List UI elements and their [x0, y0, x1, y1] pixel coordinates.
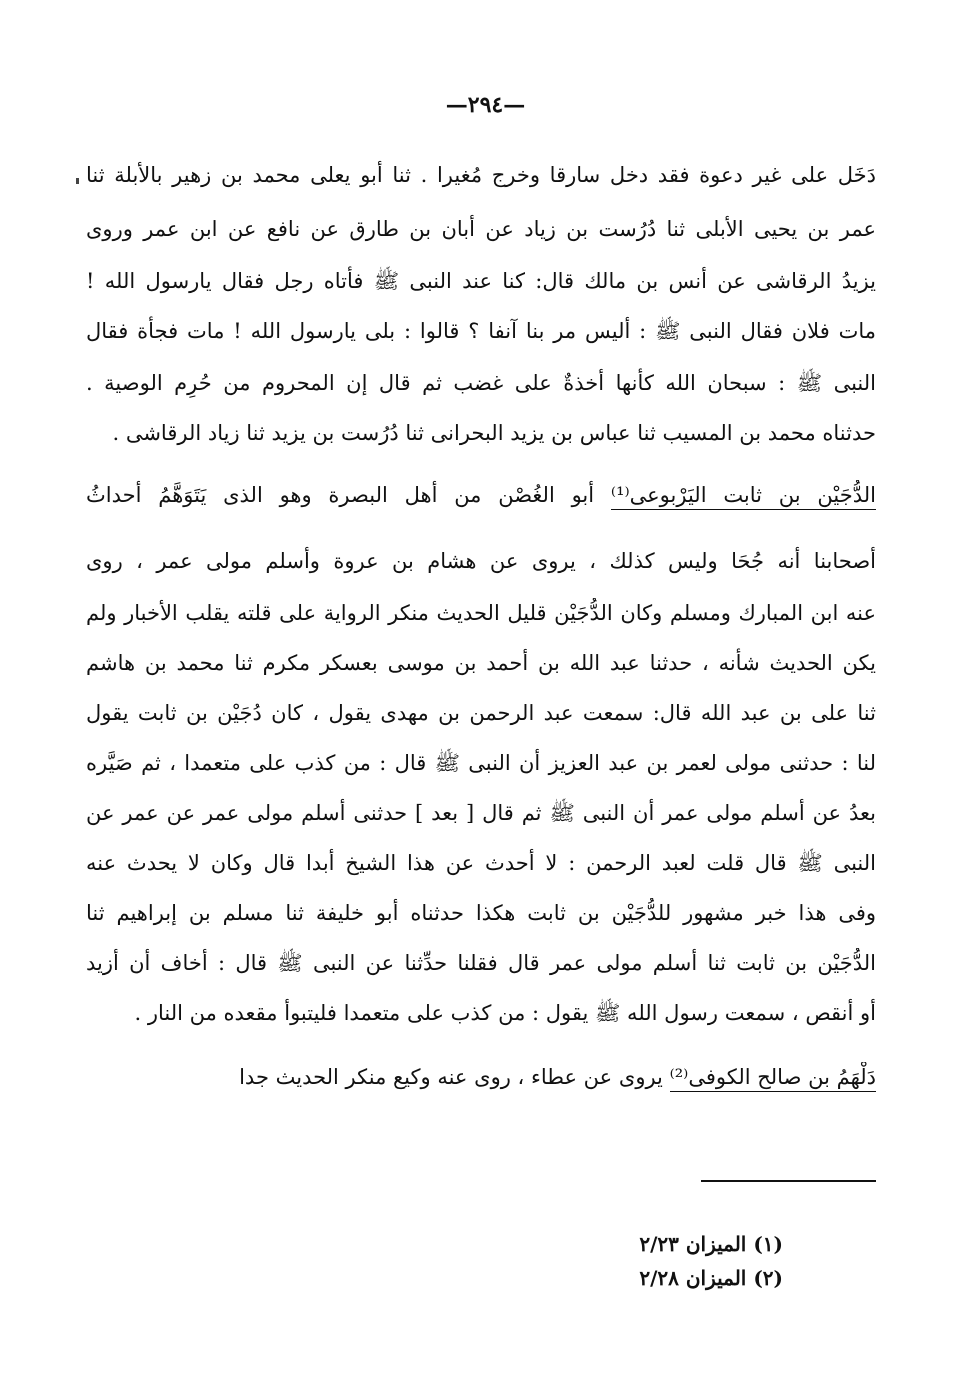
- text-line: عمر بن يحيى الأبلى ثنا دُرُست بن زياد عن أبان بن طارق عن نافع عن ابن عمر وروى: [86, 217, 876, 241]
- text-line: بعدُ عن أسلم مولى عمر أن النبى ﷺ ثم قال [ بعد ] حدثنى أسلم مولى عمر عن عمر عن: [86, 801, 876, 825]
- footnote: (٢) الميزان ٢/٢٨: [639, 1266, 783, 1290]
- text-line: دَخَل على غير دعوة فقد دخل سارقا وخرج مُغيرا . ثنا أبو يعلى محمد بن زهير بالأبلة ثنا: [86, 163, 876, 187]
- entry-text: يروى عن عطاء ، روى عنه وكيع منكر الحديث جدا: [239, 1065, 670, 1089]
- text-line: مات فلان فقال النبى ﷺ : أليس مر بنا آنفا ؟ قالوا : بلى يارسول الله ! مات فجأة فقال: [86, 319, 876, 343]
- page-number: —٢٩٤—: [445, 92, 526, 118]
- margin-mark: [76, 178, 79, 184]
- text-line: النبى ﷺ قال قلت لعبد الرحمن : لا أحدث عن هذا الشيخ أبدا قال وكان لا يحدث عنه: [86, 851, 876, 875]
- text-line: حدثناه محمد بن المسيب ثنا عباس بن يزيد البحرانى ثنا دُرُست بن يزيد ثنا زياد الرقاشى .: [112, 421, 876, 445]
- entry-line: [86, 1062, 876, 1092]
- footnote: (١) الميزان ٢/٢٣: [639, 1232, 783, 1256]
- text-line: ثنا على بن عبد الله قال: سمعت عبد الرحمن بن مهدى يقول ، كان دُجَيْن بن ثابت يقول: [86, 701, 876, 725]
- text-line: أو أنقص ، سمعت رسول الله ﷺ يقول : من كذب على متعمدا فليتبوأ مقعده من النار .: [134, 1001, 876, 1025]
- text-line: الدُّجَيْن بن ثابت ثنا أسلم مولى عمر قال فقلنا حدِّثنا عن النبى ﷺ قال : أخاف أن أزيد: [86, 951, 876, 975]
- text-line: لنا : حدثنى مولى لعمر بن عبد العزيز أن النبى ﷺ قال : من كذب على متعمدا ، ثم صَيَّره: [86, 751, 876, 775]
- text-line: النبى ﷺ : سبحان الله كأنها أخذةٌ على غضب ثم قال إن المحروم من حُرِم الوصية .: [86, 371, 876, 395]
- text-line: وفى هذا خبر مشهور للدُّجَيْن بن ثابت هكذا حدثناه أبو خليفة ثنا مسلم بن إبراهيم ثنا: [86, 901, 876, 925]
- text-line: يزيدُ الرقاشى عن أنس بن مالك قال: كنا عند النبى ﷺ فأتاه رجل فقال يارسول الله !: [86, 269, 876, 293]
- entry-heading: دَلْهَمُ بن صالح الكوفى⁽²⁾: [670, 1065, 876, 1092]
- text-line: يكن الحديث شأنه ، حدثنا عبد الله بن أحمد بن موسى بعسكر مكرم ثنا محمد بن هاشم: [86, 651, 876, 675]
- entry-text: أبو الغُصْن من أهل البصرة وهو الذى يَتَوَهَّمُ أحداثُ: [86, 483, 611, 507]
- entry-heading: الدُّجَيْن بن ثابت اليَرْبوعى⁽¹⁾: [611, 483, 876, 510]
- text-line: عنه ابن المبارك ومسلم وكان الدُّجَيْن قليل الحديث منكر الرواية على قلته يقلب الأخبار ولم: [86, 601, 876, 625]
- entry-line: [86, 480, 876, 510]
- footnote-separator: [701, 1180, 876, 1182]
- text-line: أصحابنا أنه جُحَا وليس كذلك ، يروى عن هشام بن عروة وأسلم مولى عمر ، روى: [86, 549, 876, 573]
